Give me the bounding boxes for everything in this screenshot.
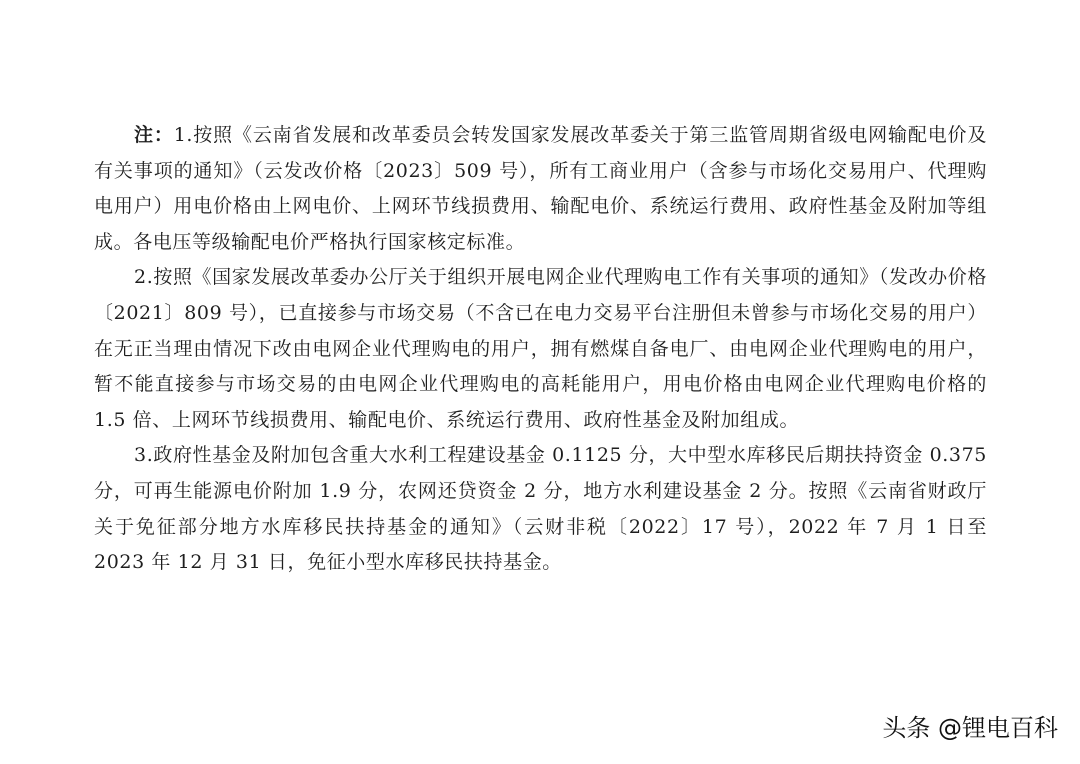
note-paragraph-2: 2.按照《国家发展改革委办公厅关于组织开展电网企业代理购电工作有关事项的通知》（发改办价格〔2021〕809 号），已直接参与市场交易（不含已在电力交易平台注册但未曾参与市场化交易的用户）在无正当理由情况下改由电网企业代理购电的用户，拥有燃煤自备电厂、由电网企业代理购电的用户，暂不能直接参与市场交易的由电网企业代理购电的高耗能用户，用电价格由电网企业代理购电价格的 1.5 倍、上网环节线损费用、输配电价、系统运行费用、政府性基金及附加组成。 <box>94 266 987 431</box>
note-label: 注： <box>134 124 174 146</box>
note-paragraph-1 <box>94 118 987 260</box>
source-watermark <box>882 708 1058 743</box>
note-paragraph-3: 3.政府性基金及附加包含重大水利工程建设基金 0.1125 分，大中型水库移民后期扶持资金 0.375 分，可再生能源电价附加 1.9 分，农网还贷资金 2 分，地方水利建设基金 2 分。按照《云南省财政厅关于免征部分地方水库移民扶持基金的通知》（云财非税〔2022〕17 号），2022 年 7 月 1 日至 2023 年 12 月 31 日，免征小型水库移民扶持基金。 <box>94 444 987 574</box>
watermark-text: 头条 @锂电百科 <box>882 714 1058 742</box>
note-paragraph-1-text: 1.按照《云南省发展和改革委员会转发国家发展改革委关于第三监管周期省级电网输配电价及有关事项的通知》（云发改价格〔2023〕509 号），所有工商业用户（含参与市场化交易用户、代理购电用户）用电价格由上网电价、上网环节线损费用、输配电价、系统运行费用、政府性基金及附加等组成。各电压等级输配电价严格执行国家核定标准。 <box>94 124 987 253</box>
notes-section <box>94 118 987 581</box>
